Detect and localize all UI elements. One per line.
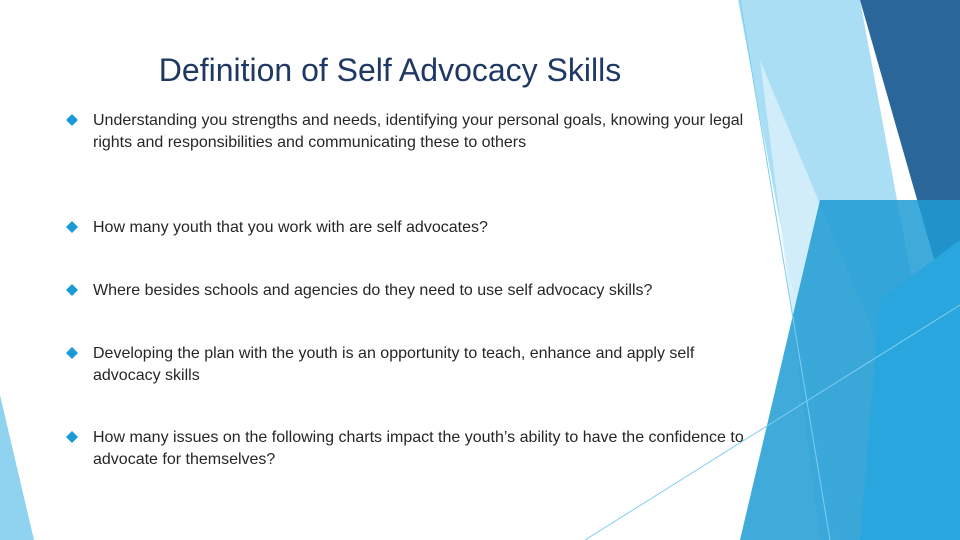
bullet-item xyxy=(66,343,746,387)
bullet-text: Developing the plan with the youth is an opportunity to teach, enhance and apply self advocacy skills xyxy=(93,345,695,384)
bullet-text: Where besides schools and agencies do they need to use self advocacy skills? xyxy=(93,282,653,299)
slide-title: Definition of Self Advocacy Skills xyxy=(158,52,622,88)
bullet-text: Understanding you strengths and needs, identifying your personal goals, knowing your legal rights and responsibilities and communicating these to others xyxy=(93,112,744,151)
diamond-icon xyxy=(66,114,78,126)
diamond-icon xyxy=(66,221,78,233)
bullet-text: How many youth that you work with are self advocates? xyxy=(93,219,488,236)
diamond-icon xyxy=(66,347,78,359)
left-accent-shape xyxy=(0,395,34,540)
bullet-item xyxy=(66,217,746,239)
bullet-item xyxy=(66,427,746,471)
diamond-icon xyxy=(66,284,78,296)
diamond-icon xyxy=(66,431,78,443)
bullet-text: How many issues on the following charts impact the youth’s ability to have the confidence to advocate for themselves? xyxy=(93,429,744,468)
bullet-item xyxy=(66,280,746,302)
bullet-item xyxy=(66,110,746,154)
